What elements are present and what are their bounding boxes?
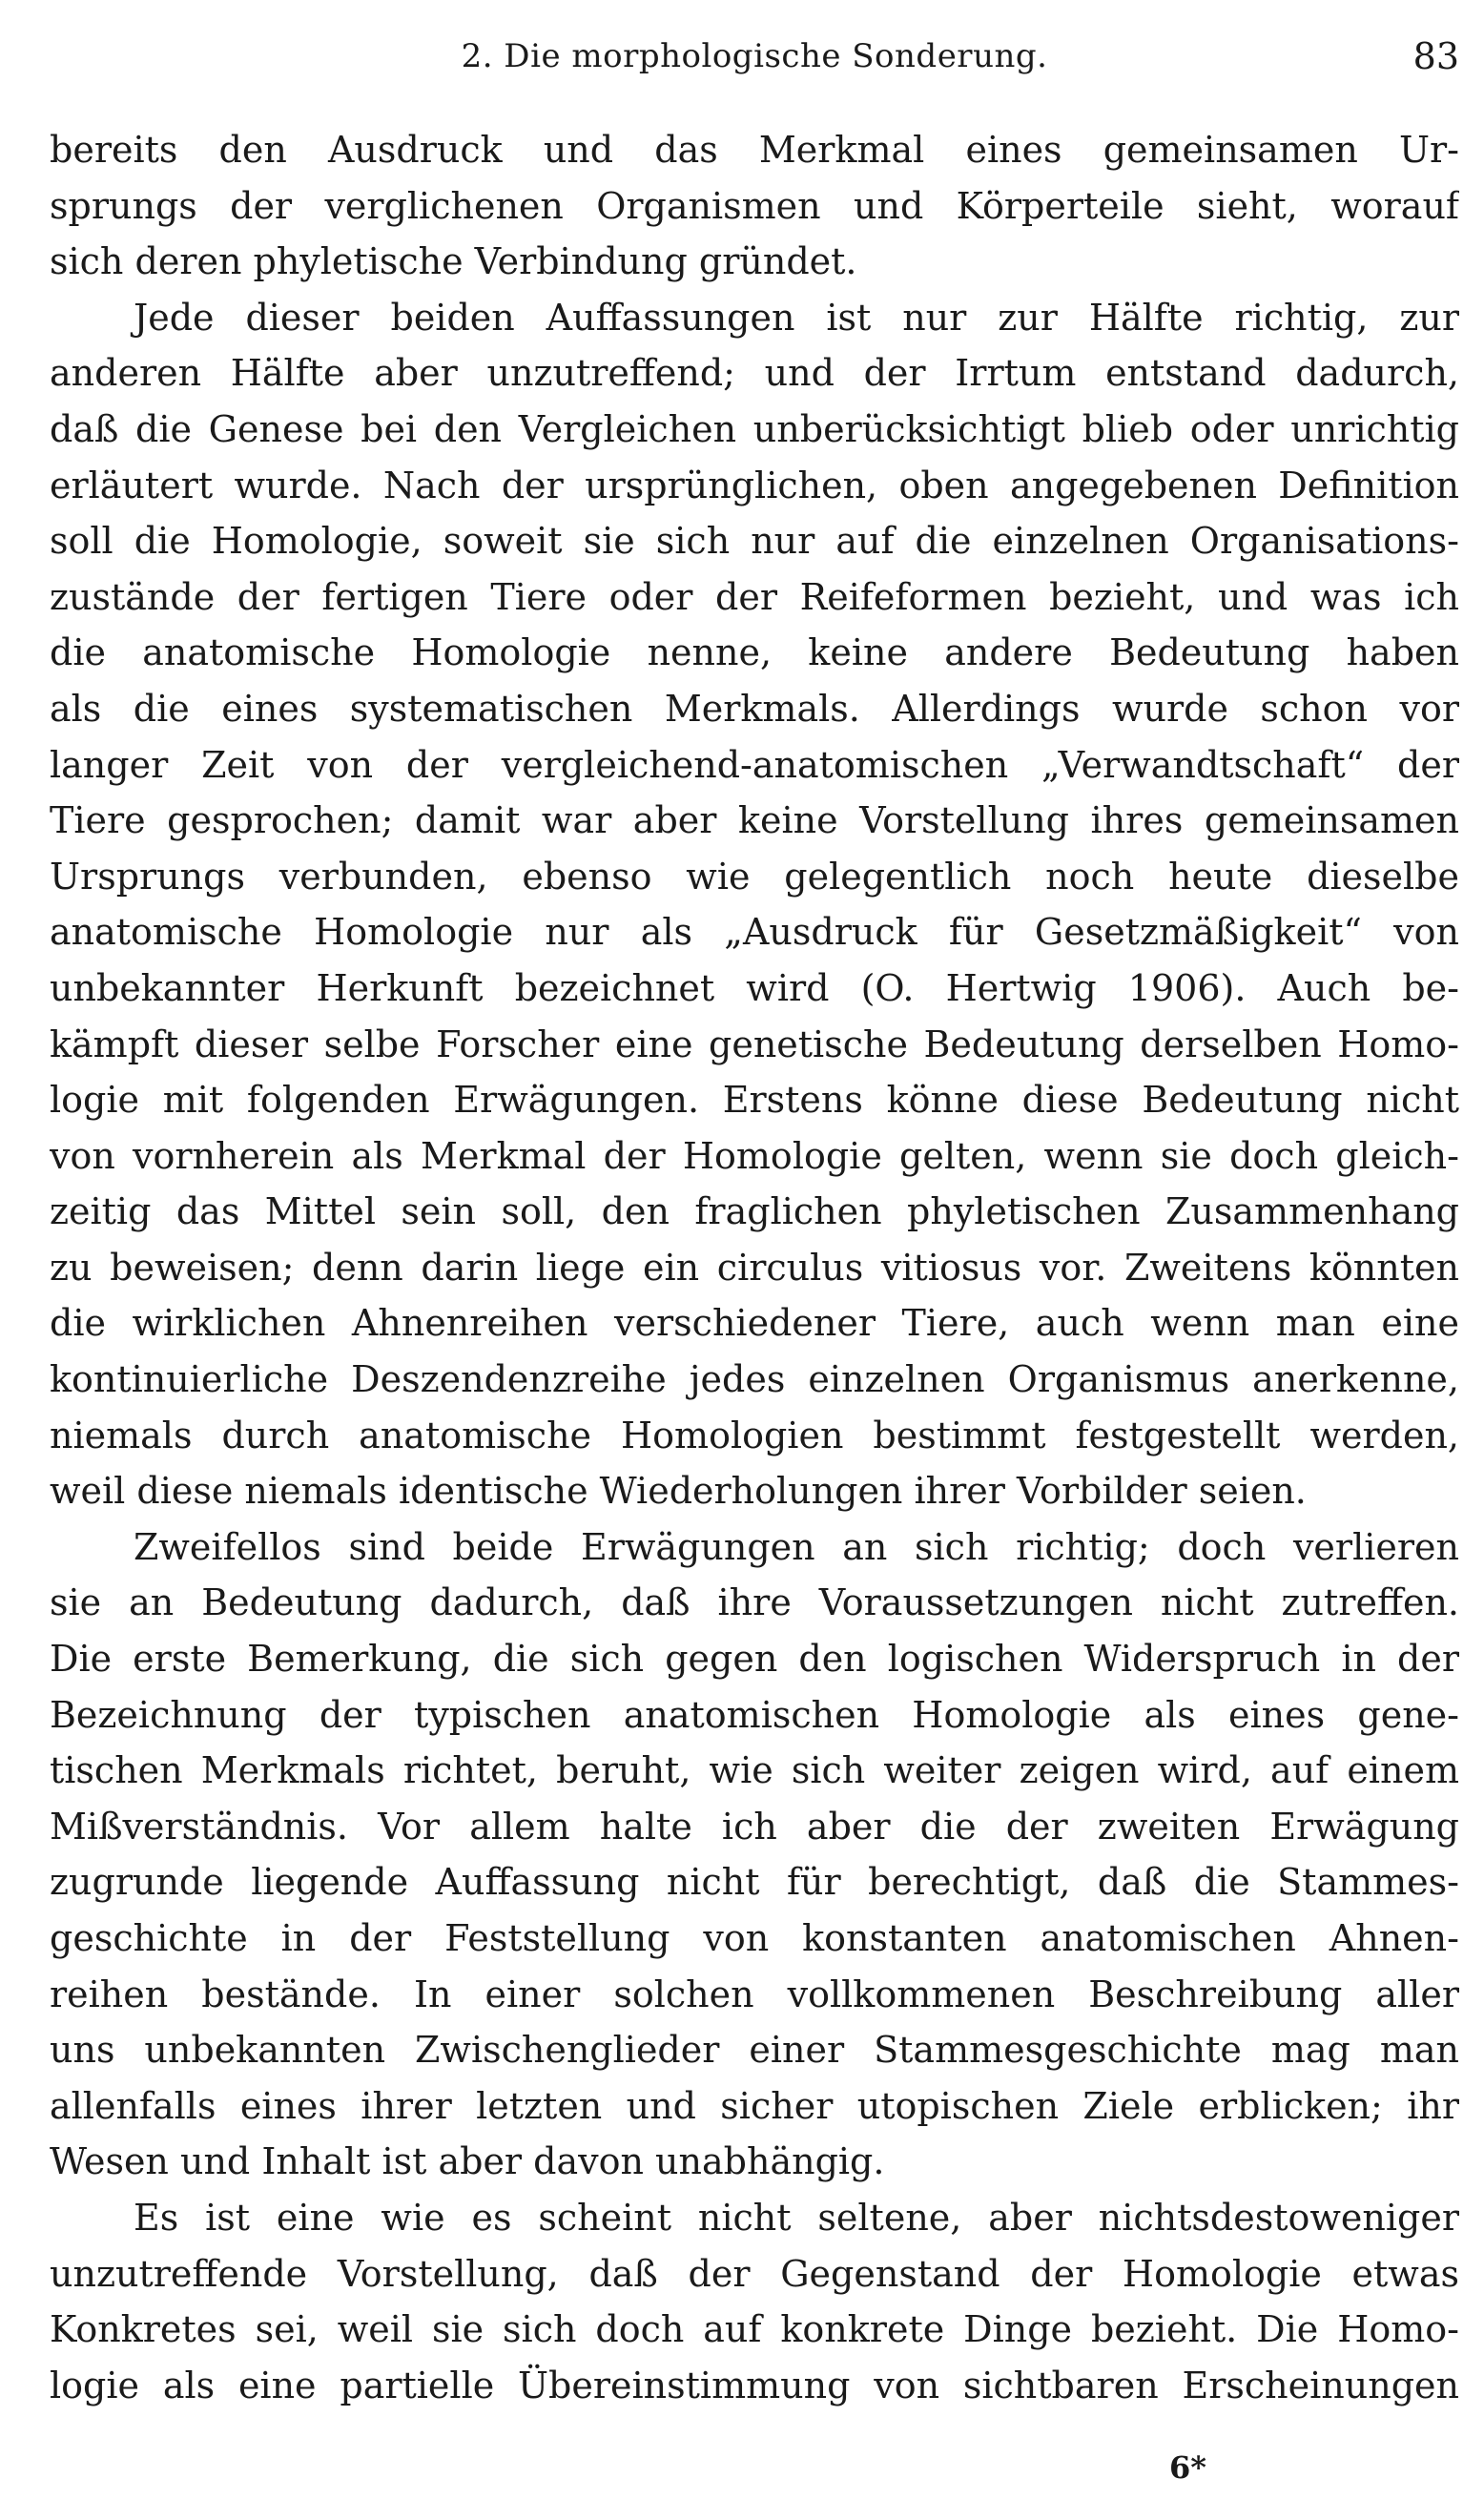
text-line: Die erste Bemerkung, die sich gegen den logischen Widerspruch in der	[50, 1638, 1459, 1681]
text-line: Bezeichnung der typischen anatomischen Homologie als eines gene-	[50, 1693, 1459, 1736]
text-line: zugrunde liegende Auffassung nicht für berechtigt, daß die Stammes-	[50, 1861, 1459, 1904]
text-line: bereits den Ausdruck und das Merkmal eines gemeinsamen Ur-	[50, 129, 1459, 171]
text-line: von vornherein als Merkmal der Homologie gelten, wenn sie doch gleich-	[50, 1134, 1459, 1177]
text-line: die wirklichen Ahnenreihen verschiedener Tiere, auch wenn man eine	[50, 1302, 1459, 1345]
text-line: weil diese niemals identische Wiederholungen ihrer Vorbilder seien.	[50, 1470, 1307, 1513]
text-line: Jede dieser beiden Auffassungen ist nur zur Hälfte richtig, zur	[134, 296, 1459, 339]
text-line: allenfalls eines ihrer letzten und sicher utopischen Ziele erblicken; ihr	[50, 2084, 1459, 2127]
text-line: zustände der fertigen Tiere oder der Reifeformen bezieht, und was ich	[50, 575, 1459, 618]
text-line: Zweifellos sind beide Erwägungen an sich richtig; doch verlieren	[134, 1525, 1459, 1568]
text-line: zu beweisen; denn darin liege ein circulus vitiosus vor. Zweitens könnten	[50, 1246, 1459, 1289]
text-line: sprungs der verglichenen Organismen und Körperteile sieht, worauf	[50, 184, 1459, 227]
text-line: logie mit folgenden Erwägungen. Erstens könne diese Bedeutung nicht	[50, 1079, 1459, 1122]
text-line: zeitig das Mittel sein soll, den fraglichen phyletischen Zusammenhang	[50, 1190, 1459, 1233]
text-line: unzutreffende Vorstellung, daß der Gegenstand der Homologie etwas	[50, 2252, 1459, 2295]
text-line: als die eines systematischen Merkmals. Allerdings wurde schon vor	[50, 687, 1459, 730]
text-line: Tiere gesprochen; damit war aber keine Vorstellung ihres gemeinsamen	[50, 799, 1459, 842]
text-line: kämpft dieser selbe Forscher eine genetische Bedeutung derselben Homo-	[50, 1022, 1459, 1065]
text-line: Mißverständnis. Vor allem halte ich aber die der zweiten Erwägung	[50, 1805, 1459, 1848]
text-line: sie an Bedeutung dadurch, daß ihre Voraussetzungen nicht zutreffen.	[50, 1581, 1459, 1624]
text-line: daß die Genese bei den Vergleichen unberücksichtigt blieb oder unrichtig	[50, 407, 1459, 450]
text-line: Wesen und Inhalt ist aber davon unabhängig.	[50, 2140, 885, 2183]
text-line: niemals durch anatomische Homologien bestimmt festgestellt werden,	[50, 1414, 1459, 1456]
text-line: tischen Merkmals richtet, beruht, wie sich weiter zeigen wird, auf einem	[50, 1749, 1459, 1792]
text-line: die anatomische Homologie nenne, keine andere Bedeutung haben	[50, 631, 1459, 674]
text-line: uns unbekannten Zwischenglieder einer Stammesgeschichte mag man	[50, 2029, 1459, 2072]
page-number: 83	[1412, 35, 1459, 77]
signature-mark: 6*	[1169, 2449, 1206, 2486]
text-line: Ursprungs verbunden, ebenso wie gelegentlich noch heute dieselbe	[50, 855, 1459, 898]
text-line: sich deren phyletische Verbindung gründet.	[50, 240, 857, 283]
text-line: langer Zeit von der vergleichend-anatomischen „Verwandtschaft“ der	[50, 743, 1459, 786]
text-line: Konkretes sei, weil sie sich doch auf konkrete Dinge bezieht. Die Homo-	[50, 2308, 1459, 2351]
running-title: 2. Die morphologische Sonderung.	[461, 37, 1048, 75]
text-line: geschichte in der Feststellung von konstanten anatomischen Ahnen-	[50, 1917, 1459, 1959]
text-line: erläutert wurde. Nach der ursprünglichen, oben angegebenen Definition	[50, 464, 1459, 506]
text-line: unbekannter Herkunft bezeichnet wird (O. Hertwig 1906). Auch be-	[50, 966, 1459, 1009]
text-line: reihen bestände. In einer solchen vollkommenen Beschreibung aller	[50, 1973, 1459, 2015]
text-line: soll die Homologie, soweit sie sich nur auf die einzelnen Organisations-	[50, 520, 1459, 563]
running-head	[50, 32, 1459, 80]
text-line: Es ist eine wie es scheint nicht seltene, aber nichtsdestoweniger	[134, 2196, 1459, 2239]
body-text	[50, 122, 1459, 2413]
text-line: anatomische Homologie nur als „Ausdruck für Gesetzmäßigkeit“ von	[50, 911, 1459, 954]
text-line: anderen Hälfte aber unzutreffend; und der Irrtum entstand dadurch,	[50, 352, 1459, 395]
text-line: kontinuierliche Deszendenzreihe jedes einzelnen Organismus anerkenne,	[50, 1358, 1459, 1401]
text-line: logie als eine partielle Übereinstimmung von sichtbaren Erscheinungen	[50, 2364, 1459, 2406]
